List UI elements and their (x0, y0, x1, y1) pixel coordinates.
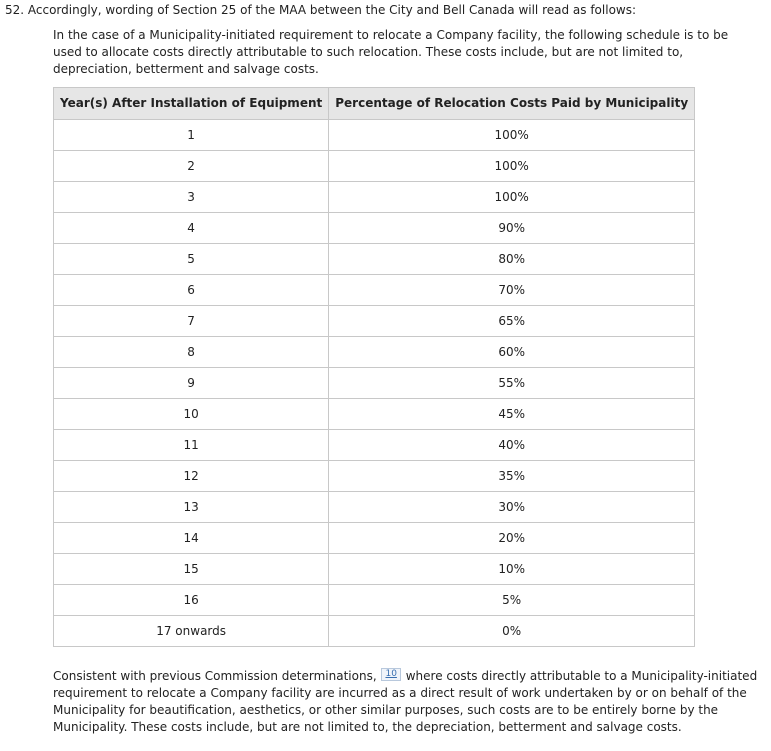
paragraph-52: 52. Accordingly, wording of Section 25 of the MAA between the City and Bell Canada will read as follows: (5, 3, 637, 17)
table-row (54, 151, 695, 182)
cell-years: 5 (54, 244, 329, 275)
cell-years: 13 (54, 492, 329, 523)
table-header-row (54, 88, 695, 120)
cell-years: 16 (54, 585, 329, 616)
table-row (54, 244, 695, 275)
cell-percentage: 0% (329, 616, 695, 647)
cell-years: 17 onwards (54, 616, 329, 647)
section-25-intro-paragraph: In the case of a Municipality-initiated requirement to relocate a Company facility, the following schedule is to be used to allocate costs directly attributable to such relocation. These costs include, but are not limited to, depreciation, betterment and salvage costs. (53, 28, 729, 76)
cell-percentage: 80% (329, 244, 695, 275)
paragraph-text-before-footnote: Consistent with previous Commission determinations, (53, 669, 381, 683)
cell-years: 6 (54, 275, 329, 306)
table-row (54, 399, 695, 430)
cell-percentage: 5% (329, 585, 695, 616)
table-row (54, 430, 695, 461)
table-body (54, 120, 695, 647)
cell-percentage: 55% (329, 368, 695, 399)
cell-percentage: 100% (329, 151, 695, 182)
cell-years: 1 (54, 120, 329, 151)
column-header-percentage: Percentage of Relocation Costs Paid by Municipality (329, 88, 695, 120)
paragraph-text-after-footnote: where costs directly attributable to a Municipality-initiated requirement to relocate a Company facility are incurred as a direct result of work undertaken by or on behalf of the Municipality for beautification, aesthetics, or other similar purposes, such costs are to be entirely borne by the Municipality. These costs include, but are not limited to, the depreciation, betterment and salvage costs. (53, 669, 758, 734)
column-header-years: Year(s) After Installation of Equipment (54, 88, 329, 120)
table-row (54, 306, 695, 337)
table-row (54, 585, 695, 616)
cell-percentage: 70% (329, 275, 695, 306)
cell-percentage: 100% (329, 182, 695, 213)
cell-percentage: 90% (329, 213, 695, 244)
cell-years: 11 (54, 430, 329, 461)
table-row (54, 461, 695, 492)
table-row (54, 213, 695, 244)
cell-percentage: 100% (329, 120, 695, 151)
footnote-link[interactable]: 10 (381, 668, 400, 681)
cell-years: 12 (54, 461, 329, 492)
cell-percentage: 30% (329, 492, 695, 523)
table-row (54, 492, 695, 523)
relocation-cost-schedule-table (53, 87, 695, 647)
table-row (54, 368, 695, 399)
cell-years: 2 (54, 151, 329, 182)
cell-years: 10 (54, 399, 329, 430)
commission-determination-paragraph (53, 668, 758, 736)
cell-percentage: 60% (329, 337, 695, 368)
table-row (54, 182, 695, 213)
cell-years: 3 (54, 182, 329, 213)
cell-years: 7 (54, 306, 329, 337)
cell-years: 9 (54, 368, 329, 399)
table-row (54, 554, 695, 585)
cell-percentage: 35% (329, 461, 695, 492)
table-row (54, 337, 695, 368)
table-row (54, 523, 695, 554)
cell-percentage: 20% (329, 523, 695, 554)
cell-years: 15 (54, 554, 329, 585)
cell-percentage: 40% (329, 430, 695, 461)
cell-percentage: 65% (329, 306, 695, 337)
table-row (54, 120, 695, 151)
table-row (54, 616, 695, 647)
table-row (54, 275, 695, 306)
cell-percentage: 10% (329, 554, 695, 585)
cell-percentage: 45% (329, 399, 695, 430)
cell-years: 8 (54, 337, 329, 368)
cell-years: 4 (54, 213, 329, 244)
cell-years: 14 (54, 523, 329, 554)
